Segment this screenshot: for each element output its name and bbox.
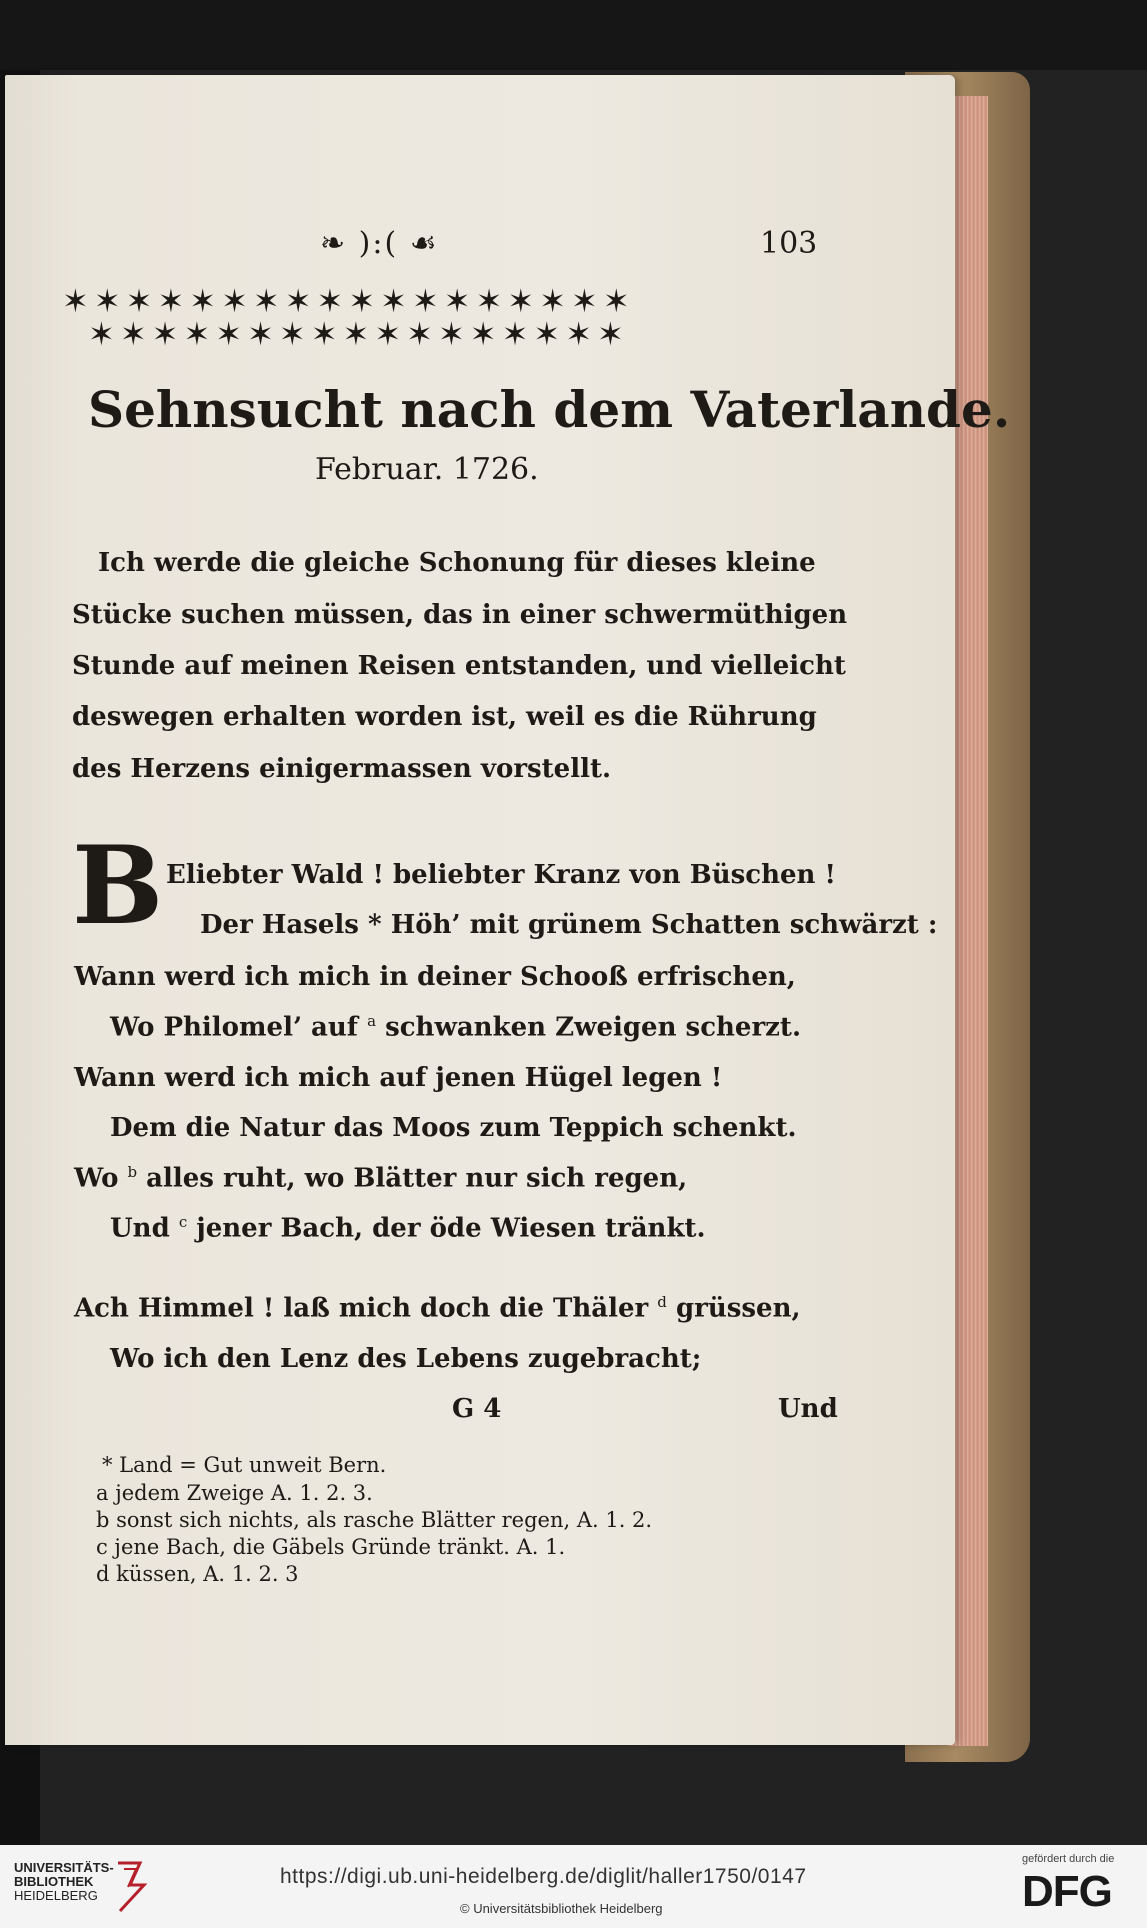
funding-note: gefördert durch die <box>1022 1853 1115 1865</box>
intro-line-4: deswegen erhalten worden ist, weil es die Rührung <box>72 702 817 732</box>
copyright-notice: © Universitätsbibliothek Heidelberg <box>460 1901 663 1916</box>
footnote-d: d küssen, A. 1. 2. 3 <box>96 1562 299 1586</box>
poem-date: Februar. 1726. <box>315 452 539 487</box>
footnote-a: a jedem Zweige A. 1. 2. 3. <box>96 1481 373 1505</box>
verse-line-9-end: grüssen, <box>675 1293 801 1324</box>
intro-line-5: des Herzens einigermassen vorstellt. <box>72 754 612 784</box>
verse-line-7 <box>74 1163 687 1194</box>
verse-line-5: Wann werd ich mich auf jenen Hügel legen ! <box>74 1063 723 1093</box>
verse-line-6: Dem die Natur das Moos zum Teppich schenkt. <box>110 1113 797 1143</box>
library-name-line-1: UNIVERSITÄTS- <box>14 1860 114 1875</box>
footnote-star: * Land = Gut unweit Bern. <box>102 1453 387 1477</box>
poem-title: Sehnsucht nach dem Vaterlande. <box>88 380 1011 439</box>
verse-line-7-end: alles ruht, wo Blätter nur sich regen, <box>146 1163 688 1194</box>
verse-line-2-end: Höh’ mit grünem Schatten schwärzt : <box>390 910 938 940</box>
verse-line-2-start: Der Hasels <box>200 910 359 940</box>
verse-line-4-start: Wo Philomel’ auf <box>110 1012 358 1043</box>
verse-line-1: Eliebter Wald ! beliebter Kranz von Büschen ! <box>166 860 836 890</box>
verse-line-8-start: Und <box>110 1213 170 1244</box>
star-row-1: ✶✶✶✶✶✶✶✶✶✶✶✶✶✶✶✶✶✶ <box>62 282 635 320</box>
footnote-mark-star: * <box>368 910 382 940</box>
drop-cap-letter: B <box>72 823 164 949</box>
library-logo-text[interactable] <box>14 1861 114 1903</box>
verse-line-4 <box>110 1012 801 1043</box>
footnote-mark-d: d <box>657 1293 667 1311</box>
verse-line-10: Wo ich den Lenz des Lebens zugebracht; <box>110 1344 702 1374</box>
verse-line-8 <box>110 1213 706 1244</box>
library-name-line-3: HEIDELBERG <box>14 1888 98 1903</box>
catchword: Und <box>778 1394 838 1424</box>
library-logo-icon[interactable] <box>110 1857 156 1915</box>
document-url-link[interactable]: https://digi.ub.uni-heidelberg.de/diglit/haller1750/0147 <box>280 1865 807 1888</box>
verse-line-7-start: Wo <box>74 1163 119 1194</box>
intro-line-1: Ich werde die gleiche Schonung für dieses kleine <box>98 548 816 578</box>
footnote-mark-c: c <box>178 1213 188 1231</box>
verse-line-2 <box>200 910 937 940</box>
verse-line-9-start: Ach Himmel ! laß mich doch die Thäler <box>74 1293 649 1324</box>
footnote-c: c jene Bach, die Gäbels Gründe tränkt. A. 1. <box>96 1535 566 1559</box>
footnote-b: b sonst sich nichts, als rasche Blätter regen, A. 1. 2. <box>96 1508 653 1532</box>
intro-line-3: Stunde auf meinen Reisen entstanden, und vielleicht <box>72 651 846 681</box>
footnote-mark-a: a <box>367 1012 377 1030</box>
dfg-logo[interactable]: DFG <box>1022 1867 1112 1916</box>
signature-mark: G 4 <box>452 1394 502 1424</box>
verse-line-3: Wann werd ich mich in deiner Schooß erfrischen, <box>74 962 796 992</box>
footnote-mark-b: b <box>127 1163 138 1181</box>
verse-line-8-end: jener Bach, der öde Wiesen tränkt. <box>196 1213 706 1244</box>
viewer-footer <box>0 1845 1147 1928</box>
verse-line-4-end: schwanken Zweigen scherzt. <box>385 1012 801 1043</box>
scan-shadow-top <box>0 0 1147 70</box>
verse-line-9 <box>74 1293 801 1324</box>
drop-cap <box>72 823 164 949</box>
intro-line-2: Stücke suchen müssen, das in einer schwermüthigen <box>72 600 848 630</box>
library-name-line-2: BIBLIOTHEK <box>14 1874 94 1889</box>
header-ornament: ❧ ):( ☙ <box>320 226 439 261</box>
star-row-2: ✶✶✶✶✶✶✶✶✶✶✶✶✶✶✶✶✶ <box>88 315 629 353</box>
page-number: 103 <box>760 226 818 261</box>
